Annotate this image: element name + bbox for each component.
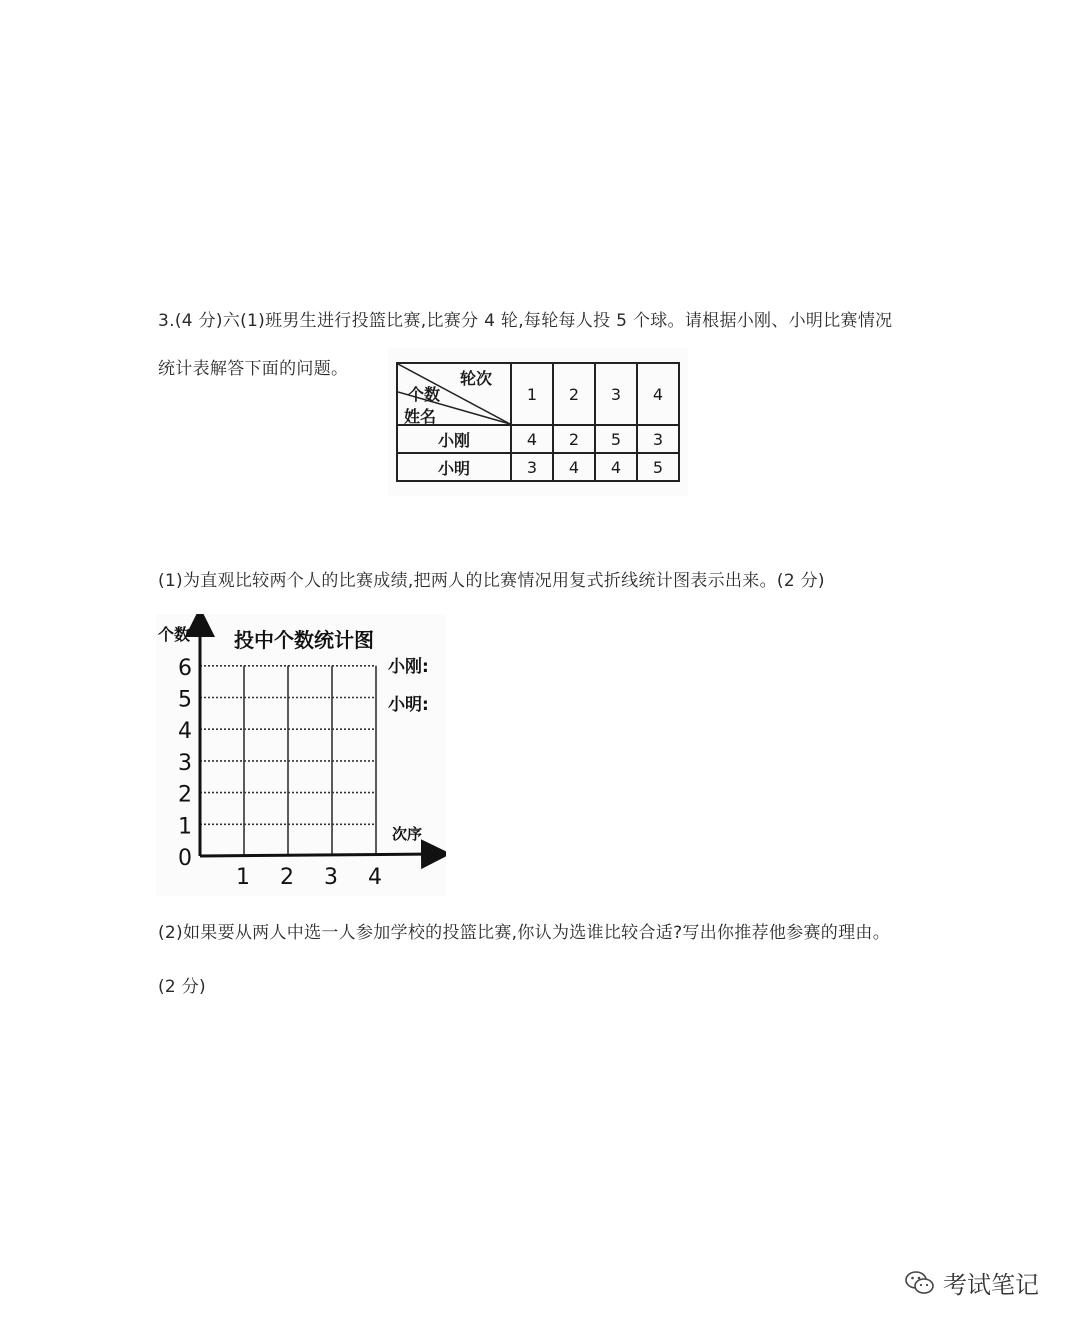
- table-header-row: [397, 363, 679, 425]
- table-row: [397, 425, 679, 453]
- table-col-header: 4: [637, 363, 679, 425]
- table-cell: 3: [511, 453, 553, 481]
- table-cell: 4: [595, 453, 637, 481]
- table-cell: 2: [553, 425, 595, 453]
- row-name-cell: 小刚: [397, 425, 511, 453]
- x-tick-label: 1: [236, 865, 250, 890]
- chart-title: 投中个数统计图: [234, 628, 374, 652]
- wechat-icon: [905, 1270, 935, 1296]
- table-corner-cell: [397, 363, 511, 425]
- legend-xiaogang: 小刚:: [388, 657, 429, 677]
- y-tick-label: 3: [178, 750, 192, 776]
- y-tick-label: 1: [178, 814, 192, 840]
- y-tick-label: 4: [178, 719, 192, 745]
- table-cell: 5: [637, 453, 679, 481]
- question-line-1: 3.(4 分)六(1)班男生进行投篮比赛,比赛分 4 轮,每轮每人投 5 个球。请根据小刚、小明比赛情况: [158, 311, 893, 331]
- x-axis-label: 次序: [392, 825, 423, 843]
- y-tick-label: 6: [178, 655, 192, 681]
- stats-table: [396, 362, 680, 482]
- watermark: [905, 1265, 1039, 1300]
- table-cell: 4: [553, 453, 595, 481]
- row-name-cell: 小明: [397, 453, 511, 481]
- x-tick-label: 2: [280, 865, 294, 890]
- corner-label-count: 个数: [408, 385, 441, 404]
- table-col-header: 2: [553, 363, 595, 425]
- table-row: [397, 453, 679, 481]
- watermark-text: 考试笔记: [943, 1271, 1039, 1299]
- x-axis: [200, 854, 436, 856]
- part2-score: (2 分): [158, 977, 206, 997]
- legend-xiaoming: 小明:: [388, 695, 429, 715]
- part1-text: (1)为直观比较两个人的比赛成绩,把两人的比赛情况用复式折线统计图表示出来。(2 分): [158, 571, 825, 591]
- chart-svg: [156, 614, 446, 896]
- x-tick-label: 3: [324, 865, 338, 890]
- question-line-2: 统计表解答下面的问题。: [158, 359, 349, 379]
- table-col-header: 1: [511, 363, 553, 425]
- table-col-header: 3: [595, 363, 637, 425]
- corner-label-round: 轮次: [460, 369, 493, 388]
- y-tick-label: 5: [178, 687, 192, 713]
- table-cell: 5: [595, 425, 637, 453]
- x-tick-label: 4: [368, 865, 382, 890]
- line-chart: [156, 614, 446, 896]
- stats-table-image: [388, 348, 688, 496]
- table-cell: 3: [637, 425, 679, 453]
- corner-label-name: 姓名: [404, 407, 437, 426]
- y-tick-label: 0: [178, 846, 192, 871]
- y-axis-label: 个数: [158, 625, 191, 644]
- y-tick-label: 2: [178, 782, 192, 808]
- table-cell: 4: [511, 425, 553, 453]
- part2-text: (2)如果要从两人中选一人参加学校的投篮比赛,你认为选谁比较合适?写出你推荐他参赛的理由。: [158, 923, 891, 943]
